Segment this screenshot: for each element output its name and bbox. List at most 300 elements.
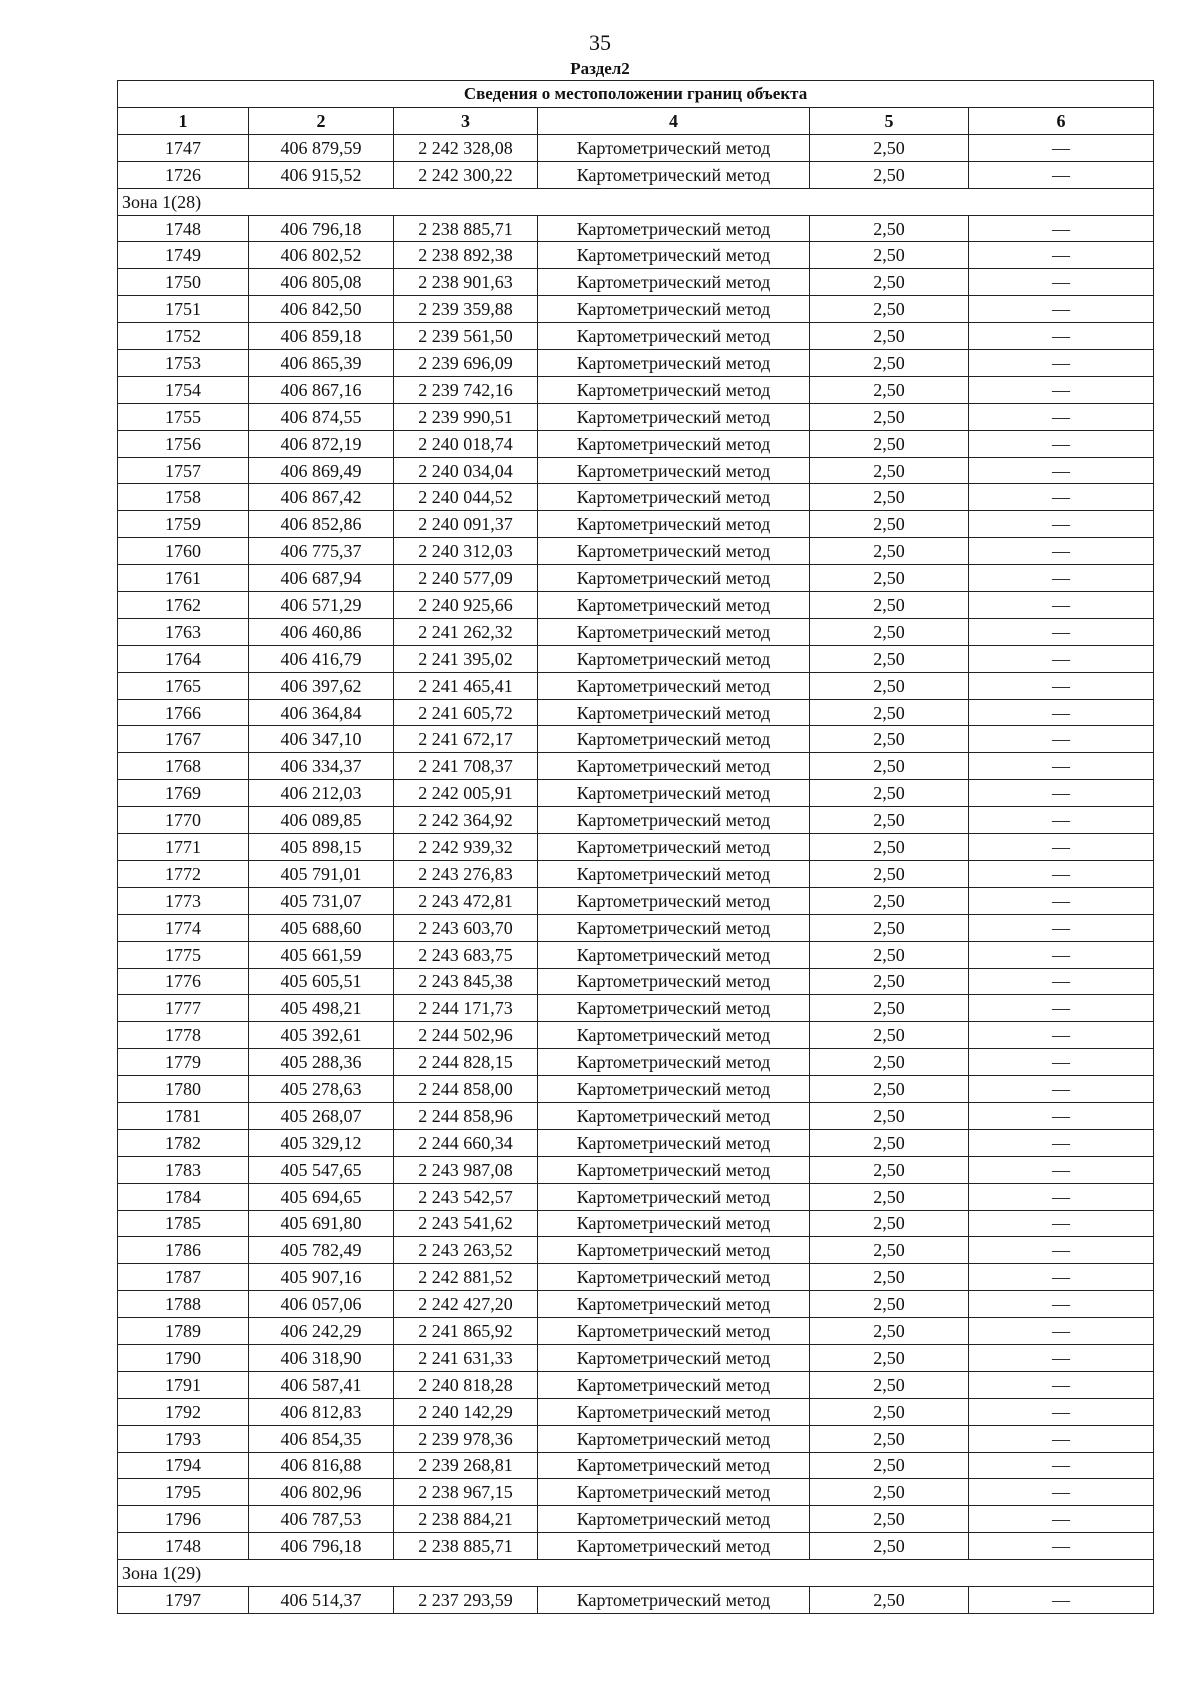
accuracy-cell: 2,50 xyxy=(810,941,969,968)
method-cell: Картометрический метод xyxy=(538,376,810,403)
accuracy-cell: 2,50 xyxy=(810,1371,969,1398)
table-row xyxy=(118,1425,1154,1452)
y-coordinate-cell: 2 244 502,96 xyxy=(394,1022,538,1049)
method-cell: Картометрический метод xyxy=(538,1237,810,1264)
y-coordinate-cell: 2 237 293,59 xyxy=(394,1586,538,1613)
accuracy-cell: 2,50 xyxy=(810,968,969,995)
table-row xyxy=(118,457,1154,484)
x-coordinate-cell: 406 242,29 xyxy=(249,1318,394,1345)
accuracy-cell: 2,50 xyxy=(810,457,969,484)
description-cell: — xyxy=(969,807,1154,834)
y-coordinate-cell: 2 244 660,34 xyxy=(394,1129,538,1156)
x-coordinate-cell: 406 879,59 xyxy=(249,134,394,161)
description-cell: — xyxy=(969,269,1154,296)
table-row xyxy=(118,1076,1154,1103)
accuracy-cell: 2,50 xyxy=(810,887,969,914)
y-coordinate-cell: 2 243 987,08 xyxy=(394,1156,538,1183)
table-row xyxy=(118,1318,1154,1345)
accuracy-cell: 2,50 xyxy=(810,323,969,350)
description-cell: — xyxy=(969,1264,1154,1291)
y-coordinate-cell: 2 241 605,72 xyxy=(394,699,538,726)
accuracy-cell: 2,50 xyxy=(810,780,969,807)
description-cell: — xyxy=(969,914,1154,941)
point-number-cell: 1789 xyxy=(118,1318,249,1345)
point-number-cell: 1794 xyxy=(118,1452,249,1479)
y-coordinate-cell: 2 244 171,73 xyxy=(394,995,538,1022)
y-coordinate-cell: 2 240 018,74 xyxy=(394,430,538,457)
accuracy-cell: 2,50 xyxy=(810,1183,969,1210)
table-row xyxy=(118,1264,1154,1291)
table-body xyxy=(118,134,1154,1613)
description-cell: — xyxy=(969,1533,1154,1560)
description-cell: — xyxy=(969,457,1154,484)
point-number-cell: 1748 xyxy=(118,1533,249,1560)
point-number-cell: 1755 xyxy=(118,403,249,430)
accuracy-cell: 2,50 xyxy=(810,161,969,188)
description-cell: — xyxy=(969,430,1154,457)
method-cell: Картометрический метод xyxy=(538,780,810,807)
y-coordinate-cell: 2 239 359,88 xyxy=(394,296,538,323)
x-coordinate-cell: 406 852,86 xyxy=(249,511,394,538)
method-cell: Картометрический метод xyxy=(538,1425,810,1452)
point-number-cell: 1784 xyxy=(118,1183,249,1210)
point-number-cell: 1750 xyxy=(118,269,249,296)
method-cell: Картометрический метод xyxy=(538,1156,810,1183)
y-coordinate-cell: 2 239 990,51 xyxy=(394,403,538,430)
accuracy-cell: 2,50 xyxy=(810,215,969,242)
y-coordinate-cell: 2 241 631,33 xyxy=(394,1344,538,1371)
y-coordinate-cell: 2 238 885,71 xyxy=(394,1533,538,1560)
table-row xyxy=(118,350,1154,377)
x-coordinate-cell: 406 089,85 xyxy=(249,807,394,834)
y-coordinate-cell: 2 242 427,20 xyxy=(394,1291,538,1318)
section-title: Раздел2 xyxy=(570,59,630,78)
y-coordinate-cell: 2 243 276,83 xyxy=(394,860,538,887)
y-coordinate-cell: 2 239 696,09 xyxy=(394,350,538,377)
method-cell: Картометрический метод xyxy=(538,1586,810,1613)
zone-label: Зона 1(28) xyxy=(118,188,1154,215)
method-cell: Картометрический метод xyxy=(538,645,810,672)
y-coordinate-cell: 2 239 742,16 xyxy=(394,376,538,403)
y-coordinate-cell: 2 238 884,21 xyxy=(394,1506,538,1533)
description-cell: — xyxy=(969,860,1154,887)
accuracy-cell: 2,50 xyxy=(810,484,969,511)
x-coordinate-cell: 406 057,06 xyxy=(249,1291,394,1318)
method-cell: Картометрический метод xyxy=(538,134,810,161)
accuracy-cell: 2,50 xyxy=(810,376,969,403)
point-number-cell: 1767 xyxy=(118,726,249,753)
accuracy-cell: 2,50 xyxy=(810,860,969,887)
accuracy-cell: 2,50 xyxy=(810,1398,969,1425)
description-cell: — xyxy=(969,1210,1154,1237)
table-row xyxy=(118,941,1154,968)
point-number-cell: 1774 xyxy=(118,914,249,941)
y-coordinate-cell: 2 243 683,75 xyxy=(394,941,538,968)
accuracy-cell: 2,50 xyxy=(810,565,969,592)
table-row xyxy=(118,995,1154,1022)
description-cell: — xyxy=(969,350,1154,377)
table-caption: Сведения о местоположении границ объекта xyxy=(118,81,1154,108)
method-cell: Картометрический метод xyxy=(538,215,810,242)
x-coordinate-cell: 406 416,79 xyxy=(249,645,394,672)
x-coordinate-cell: 406 872,19 xyxy=(249,430,394,457)
x-coordinate-cell: 406 915,52 xyxy=(249,161,394,188)
accuracy-cell: 2,50 xyxy=(810,807,969,834)
point-number-cell: 1772 xyxy=(118,860,249,887)
x-coordinate-cell: 405 268,07 xyxy=(249,1102,394,1129)
accuracy-cell: 2,50 xyxy=(810,1533,969,1560)
table-row xyxy=(118,242,1154,269)
point-number-cell: 1751 xyxy=(118,296,249,323)
page-number: 35 xyxy=(589,30,611,55)
method-cell: Картометрический метод xyxy=(538,430,810,457)
point-number-cell: 1763 xyxy=(118,618,249,645)
table-row xyxy=(118,1452,1154,1479)
table-row xyxy=(118,1344,1154,1371)
accuracy-cell: 2,50 xyxy=(810,1049,969,1076)
method-cell: Картометрический метод xyxy=(538,484,810,511)
zone-label: Зона 1(29) xyxy=(118,1560,1154,1587)
x-coordinate-cell: 405 278,63 xyxy=(249,1076,394,1103)
accuracy-cell: 2,50 xyxy=(810,699,969,726)
method-cell: Картометрический метод xyxy=(538,1318,810,1345)
description-cell: — xyxy=(969,1344,1154,1371)
table-row xyxy=(118,753,1154,780)
x-coordinate-cell: 406 816,88 xyxy=(249,1452,394,1479)
point-number-cell: 1747 xyxy=(118,134,249,161)
method-cell: Картометрический метод xyxy=(538,242,810,269)
boundary-coordinates-table xyxy=(117,80,1154,1614)
zone-header-row xyxy=(118,188,1154,215)
point-number-cell: 1781 xyxy=(118,1102,249,1129)
point-number-cell: 1779 xyxy=(118,1049,249,1076)
accuracy-cell: 2,50 xyxy=(810,296,969,323)
column-header: 6 xyxy=(969,108,1154,135)
column-header: 3 xyxy=(394,108,538,135)
accuracy-cell: 2,50 xyxy=(810,1264,969,1291)
y-coordinate-cell: 2 242 005,91 xyxy=(394,780,538,807)
method-cell: Картометрический метод xyxy=(538,1371,810,1398)
method-cell: Картометрический метод xyxy=(538,1129,810,1156)
method-cell: Картометрический метод xyxy=(538,914,810,941)
point-number-cell: 1775 xyxy=(118,941,249,968)
accuracy-cell: 2,50 xyxy=(810,645,969,672)
description-cell: — xyxy=(969,726,1154,753)
method-cell: Картометрический метод xyxy=(538,592,810,619)
point-number-cell: 1773 xyxy=(118,887,249,914)
point-number-cell: 1757 xyxy=(118,457,249,484)
method-cell: Картометрический метод xyxy=(538,1291,810,1318)
table-row xyxy=(118,699,1154,726)
method-cell: Картометрический метод xyxy=(538,296,810,323)
accuracy-cell: 2,50 xyxy=(810,1506,969,1533)
description-cell: — xyxy=(969,1479,1154,1506)
x-coordinate-cell: 406 859,18 xyxy=(249,323,394,350)
y-coordinate-cell: 2 241 395,02 xyxy=(394,645,538,672)
table-row xyxy=(118,1183,1154,1210)
point-number-cell: 1761 xyxy=(118,565,249,592)
accuracy-cell: 2,50 xyxy=(810,618,969,645)
table-row xyxy=(118,1102,1154,1129)
accuracy-cell: 2,50 xyxy=(810,511,969,538)
method-cell: Картометрический метод xyxy=(538,1533,810,1560)
table-row xyxy=(118,1291,1154,1318)
accuracy-cell: 2,50 xyxy=(810,1237,969,1264)
point-number-cell: 1790 xyxy=(118,1344,249,1371)
y-coordinate-cell: 2 241 672,17 xyxy=(394,726,538,753)
table-row xyxy=(118,1210,1154,1237)
y-coordinate-cell: 2 243 472,81 xyxy=(394,887,538,914)
description-cell: — xyxy=(969,1102,1154,1129)
x-coordinate-cell: 405 791,01 xyxy=(249,860,394,887)
table-row xyxy=(118,860,1154,887)
description-cell: — xyxy=(969,672,1154,699)
x-coordinate-cell: 406 812,83 xyxy=(249,1398,394,1425)
description-cell: — xyxy=(969,887,1154,914)
table-row xyxy=(118,1049,1154,1076)
description-cell: — xyxy=(969,1076,1154,1103)
point-number-cell: 1791 xyxy=(118,1371,249,1398)
point-number-cell: 1777 xyxy=(118,995,249,1022)
x-coordinate-cell: 406 514,37 xyxy=(249,1586,394,1613)
x-coordinate-cell: 406 867,42 xyxy=(249,484,394,511)
x-coordinate-cell: 406 334,37 xyxy=(249,753,394,780)
table-row xyxy=(118,511,1154,538)
x-coordinate-cell: 406 874,55 xyxy=(249,403,394,430)
description-cell: — xyxy=(969,1129,1154,1156)
table-row xyxy=(118,484,1154,511)
method-cell: Картометрический метод xyxy=(538,323,810,350)
accuracy-cell: 2,50 xyxy=(810,430,969,457)
description-cell: — xyxy=(969,323,1154,350)
x-coordinate-cell: 405 731,07 xyxy=(249,887,394,914)
point-number-cell: 1756 xyxy=(118,430,249,457)
description-cell: — xyxy=(969,1452,1154,1479)
y-coordinate-cell: 2 240 044,52 xyxy=(394,484,538,511)
point-number-cell: 1752 xyxy=(118,323,249,350)
table-row xyxy=(118,538,1154,565)
table-row xyxy=(118,1371,1154,1398)
method-cell: Картометрический метод xyxy=(538,699,810,726)
y-coordinate-cell: 2 238 967,15 xyxy=(394,1479,538,1506)
y-coordinate-cell: 2 240 925,66 xyxy=(394,592,538,619)
accuracy-cell: 2,50 xyxy=(810,242,969,269)
accuracy-cell: 2,50 xyxy=(810,1129,969,1156)
method-cell: Картометрический метод xyxy=(538,1452,810,1479)
accuracy-cell: 2,50 xyxy=(810,1156,969,1183)
table-row xyxy=(118,645,1154,672)
method-cell: Картометрический метод xyxy=(538,807,810,834)
accuracy-cell: 2,50 xyxy=(810,592,969,619)
y-coordinate-cell: 2 243 845,38 xyxy=(394,968,538,995)
accuracy-cell: 2,50 xyxy=(810,672,969,699)
method-cell: Картометрический метод xyxy=(538,968,810,995)
point-number-cell: 1785 xyxy=(118,1210,249,1237)
x-coordinate-cell: 405 605,51 xyxy=(249,968,394,995)
table-row xyxy=(118,134,1154,161)
y-coordinate-cell: 2 241 465,41 xyxy=(394,672,538,699)
y-coordinate-cell: 2 243 541,62 xyxy=(394,1210,538,1237)
y-coordinate-cell: 2 243 542,57 xyxy=(394,1183,538,1210)
accuracy-cell: 2,50 xyxy=(810,269,969,296)
y-coordinate-cell: 2 240 142,29 xyxy=(394,1398,538,1425)
method-cell: Картометрический метод xyxy=(538,1022,810,1049)
x-coordinate-cell: 406 687,94 xyxy=(249,565,394,592)
point-number-cell: 1766 xyxy=(118,699,249,726)
point-number-cell: 1796 xyxy=(118,1506,249,1533)
x-coordinate-cell: 405 782,49 xyxy=(249,1237,394,1264)
method-cell: Картометрический метод xyxy=(538,618,810,645)
point-number-cell: 1768 xyxy=(118,753,249,780)
description-cell: — xyxy=(969,968,1154,995)
point-number-cell: 1778 xyxy=(118,1022,249,1049)
accuracy-cell: 2,50 xyxy=(810,726,969,753)
description-cell: — xyxy=(969,1586,1154,1613)
y-coordinate-cell: 2 239 978,36 xyxy=(394,1425,538,1452)
accuracy-cell: 2,50 xyxy=(810,753,969,780)
point-number-cell: 1782 xyxy=(118,1129,249,1156)
accuracy-cell: 2,50 xyxy=(810,1586,969,1613)
x-coordinate-cell: 406 397,62 xyxy=(249,672,394,699)
description-cell: — xyxy=(969,403,1154,430)
table-row xyxy=(118,215,1154,242)
description-cell: — xyxy=(969,753,1154,780)
description-cell: — xyxy=(969,215,1154,242)
method-cell: Картометрический метод xyxy=(538,1398,810,1425)
y-coordinate-cell: 2 241 865,92 xyxy=(394,1318,538,1345)
table-row xyxy=(118,1533,1154,1560)
x-coordinate-cell: 406 460,86 xyxy=(249,618,394,645)
method-cell: Картометрический метод xyxy=(538,1264,810,1291)
point-number-cell: 1762 xyxy=(118,592,249,619)
point-number-cell: 1793 xyxy=(118,1425,249,1452)
table-row xyxy=(118,323,1154,350)
point-number-cell: 1754 xyxy=(118,376,249,403)
description-cell: — xyxy=(969,1318,1154,1345)
x-coordinate-cell: 405 329,12 xyxy=(249,1129,394,1156)
table-row xyxy=(118,1479,1154,1506)
accuracy-cell: 2,50 xyxy=(810,1425,969,1452)
x-coordinate-cell: 406 318,90 xyxy=(249,1344,394,1371)
accuracy-cell: 2,50 xyxy=(810,1344,969,1371)
x-coordinate-cell: 406 865,39 xyxy=(249,350,394,377)
table-row xyxy=(118,1156,1154,1183)
column-header: 1 xyxy=(118,108,249,135)
point-number-cell: 1770 xyxy=(118,807,249,834)
point-number-cell: 1765 xyxy=(118,672,249,699)
column-header: 2 xyxy=(249,108,394,135)
description-cell: — xyxy=(969,941,1154,968)
method-cell: Картометрический метод xyxy=(538,1102,810,1129)
description-cell: — xyxy=(969,1371,1154,1398)
x-coordinate-cell: 405 661,59 xyxy=(249,941,394,968)
y-coordinate-cell: 2 242 939,32 xyxy=(394,834,538,861)
table-row xyxy=(118,672,1154,699)
accuracy-cell: 2,50 xyxy=(810,834,969,861)
description-cell: — xyxy=(969,592,1154,619)
y-coordinate-cell: 2 243 263,52 xyxy=(394,1237,538,1264)
description-cell: — xyxy=(969,134,1154,161)
x-coordinate-cell: 405 688,60 xyxy=(249,914,394,941)
description-cell: — xyxy=(969,1156,1154,1183)
table-row xyxy=(118,376,1154,403)
method-cell: Картометрический метод xyxy=(538,350,810,377)
description-cell: — xyxy=(969,242,1154,269)
y-coordinate-cell: 2 244 828,15 xyxy=(394,1049,538,1076)
point-number-cell: 1797 xyxy=(118,1586,249,1613)
x-coordinate-cell: 406 842,50 xyxy=(249,296,394,323)
x-coordinate-cell: 405 547,65 xyxy=(249,1156,394,1183)
method-cell: Картометрический метод xyxy=(538,726,810,753)
table-row xyxy=(118,269,1154,296)
y-coordinate-cell: 2 240 034,04 xyxy=(394,457,538,484)
accuracy-cell: 2,50 xyxy=(810,538,969,565)
x-coordinate-cell: 405 691,80 xyxy=(249,1210,394,1237)
y-coordinate-cell: 2 243 603,70 xyxy=(394,914,538,941)
point-number-cell: 1788 xyxy=(118,1291,249,1318)
method-cell: Картометрический метод xyxy=(538,753,810,780)
y-coordinate-cell: 2 242 328,08 xyxy=(394,134,538,161)
description-cell: — xyxy=(969,296,1154,323)
description-cell: — xyxy=(969,161,1154,188)
description-cell: — xyxy=(969,618,1154,645)
method-cell: Картометрический метод xyxy=(538,941,810,968)
point-number-cell: 1769 xyxy=(118,780,249,807)
table-row xyxy=(118,1398,1154,1425)
accuracy-cell: 2,50 xyxy=(810,1102,969,1129)
method-cell: Картометрический метод xyxy=(538,403,810,430)
table-row xyxy=(118,887,1154,914)
x-coordinate-cell: 406 796,18 xyxy=(249,1533,394,1560)
table-caption-row xyxy=(118,81,1154,108)
point-number-cell: 1764 xyxy=(118,645,249,672)
description-cell: — xyxy=(969,1291,1154,1318)
table-row xyxy=(118,726,1154,753)
description-cell: — xyxy=(969,376,1154,403)
point-number-cell: 1786 xyxy=(118,1237,249,1264)
x-coordinate-cell: 406 802,52 xyxy=(249,242,394,269)
y-coordinate-cell: 2 242 364,92 xyxy=(394,807,538,834)
x-coordinate-cell: 406 364,84 xyxy=(249,699,394,726)
method-cell: Картометрический метод xyxy=(538,511,810,538)
method-cell: Картометрический метод xyxy=(538,565,810,592)
table-row xyxy=(118,1022,1154,1049)
description-cell: — xyxy=(969,1398,1154,1425)
table-row xyxy=(118,592,1154,619)
column-number-row xyxy=(118,108,1154,135)
description-cell: — xyxy=(969,699,1154,726)
x-coordinate-cell: 405 907,16 xyxy=(249,1264,394,1291)
x-coordinate-cell: 406 869,49 xyxy=(249,457,394,484)
x-coordinate-cell: 406 854,35 xyxy=(249,1425,394,1452)
table-row xyxy=(118,968,1154,995)
x-coordinate-cell: 406 347,10 xyxy=(249,726,394,753)
description-cell: — xyxy=(969,1425,1154,1452)
method-cell: Картометрический метод xyxy=(538,1049,810,1076)
accuracy-cell: 2,50 xyxy=(810,1022,969,1049)
accuracy-cell: 2,50 xyxy=(810,1291,969,1318)
method-cell: Картометрический метод xyxy=(538,457,810,484)
table-row xyxy=(118,161,1154,188)
y-coordinate-cell: 2 241 708,37 xyxy=(394,753,538,780)
method-cell: Картометрический метод xyxy=(538,538,810,565)
accuracy-cell: 2,50 xyxy=(810,1479,969,1506)
point-number-cell: 1758 xyxy=(118,484,249,511)
x-coordinate-cell: 405 898,15 xyxy=(249,834,394,861)
table-row xyxy=(118,403,1154,430)
point-number-cell: 1771 xyxy=(118,834,249,861)
point-number-cell: 1759 xyxy=(118,511,249,538)
